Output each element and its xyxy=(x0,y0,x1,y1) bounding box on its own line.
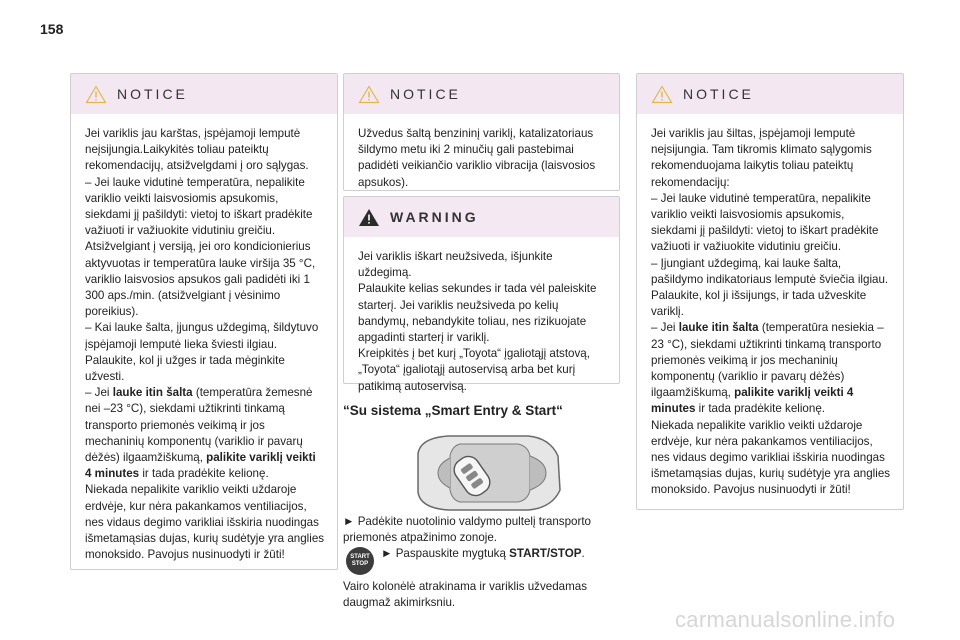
right-notice-cold-para: – Jei lauke itin šalta (temperatūra nesiekia –23 °C), siekdami užtikrinti tinkamą transporto priemonės veikimą ir jos mechaninių komponentų (variklio ir pavarų dėžės) ilgaamžiškumą, palikite variklį veikti 4 minutes ir tada pradėkite kelionę. xyxy=(651,321,884,416)
car-key-illustration xyxy=(400,432,565,514)
left-notice-body xyxy=(71,114,337,575)
warning-triangle-icon xyxy=(358,208,380,227)
left-notice-title: NOTICE xyxy=(117,86,188,102)
page-number: 158 xyxy=(40,21,64,37)
warning-para-1: Jei variklis iškart neužsiveda, išjunkite uždegimą. xyxy=(358,250,553,280)
right-notice-box xyxy=(636,73,904,510)
warning-para-2: Palaukite kelias sekundes ir tada vėl paleiskite starterį. Jei variklis neužsiveda po kelių bandymų, nebandykite toliau, nes rizikuojate apgadinti starterį ir variklį. xyxy=(358,282,597,345)
right-notice-intro: Jei variklis jau šiltas, įspėjamoji lemputė neįsijungia. Tam tikromis klimato sąlygomis rekomenduojama laikytis toliau pateiktų rekomendacijų: xyxy=(651,127,872,189)
warning-header xyxy=(344,197,619,237)
right-notice-header xyxy=(637,74,903,114)
smart-entry-heading: “Su sistema „Smart Entry & Start“ xyxy=(343,403,563,418)
left-notice-para-1: Jei variklis jau karštas, įspėjamoji lemputė neįsijungia.Laikykitės toliau pateiktų rekomendacijų, atsižvelgdami į oro sąlygas. xyxy=(85,127,309,173)
middle-notice-body xyxy=(344,114,619,203)
right-notice-title: NOTICE xyxy=(683,86,754,102)
middle-notice-text: Užvedus šaltą benzininį variklį, katalizatoriaus šildymo metu iki 2 minučių gali pastebimai padidėti veikiančio variklio vibracija (laisvosios apsukos). xyxy=(358,127,596,189)
left-notice-para-2: – Jei lauke vidutinė temperatūra, nepalikite variklio veikti laisvosiomis apsukomis, siekdami jį pašildyti: vietoj to iškart pradėkite važiuoti ir važiuokite vidutiniu greičiu. Atsižvelgiant į versiją, jei oro kondicionierius aktyvuotas ir temperatūra lauke viršija 35 °C, variklio laisvosios apsukos gali padidėti iki 1 300 aps./min. (atsižvelgiant į vėsinimo poreikius). xyxy=(85,175,316,319)
left-notice-cold-para: – Jei lauke itin šalta (temperatūra žemesnė nei –23 °C), siekdami užtikrinti tinkamą transporto priemonės veikimą ir jos mechaninių komponentų (variklio ir pavarų dėžės) ilgaamžiškumą, palikite variklį veikti 4 minutes ir tada pradėkite kelionę. xyxy=(85,386,316,481)
notice-triangle-icon xyxy=(85,85,107,104)
notice-triangle-icon xyxy=(358,85,380,104)
warning-para-3: Kreipkitės į bet kurį „Toyota“ įgaliotąjį atstovą, „Toyota“ įgaliotąjį autoservisą arba bet kurį patikimą autoservisą. xyxy=(358,347,590,393)
smart-entry-note: Vairo kolonėlė atrakinama ir variklis užvedamas daugmaž akimirksniu. xyxy=(343,580,588,610)
notice-triangle-icon xyxy=(651,85,673,104)
left-notice-closing: Niekada nepalikite variklio veikti uždaroje erdvėje, kur nėra pakankamos ventiliacijos, nes vidaus degimo varikliai išskiria nuodingas išmetamąsias dujas, kurių sudėtyje yra anglies monoksido. Pavojus nusinuodyti ir žūti! xyxy=(85,483,325,562)
right-notice-item-2: – Įjungiant uždegimą, kai lauke šalta, pašildymo indikatoriaus lemputė šviečia ilgiau. Palaukite, kol ji išsijungs, ir tada užveskite variklį. xyxy=(651,256,889,319)
warning-body xyxy=(344,237,619,407)
warning-title: WARNING xyxy=(390,209,479,225)
warning-box xyxy=(343,196,620,393)
smart-entry-step-2: ► Paspauskite mygtuką START/STOP. xyxy=(381,547,585,560)
watermark: carmanualsonline.info xyxy=(675,607,896,632)
right-notice-item-1: – Jei lauke vidutinė temperatūra, nepalikite variklio veikti laisvosiomis apsukomis, siekdami jį pašildyti: vietoj to iškart pradėkite važiuoti ir važiuokite vidutiniu greičiu. xyxy=(651,191,879,254)
middle-notice-title: NOTICE xyxy=(390,86,461,102)
right-notice-closing: Niekada nepalikite variklio veikti uždaroje erdvėje, kur nėra pakankamos ventiliacijos, nes vidaus degimo varikliai išskiria nuodingas išmetamąsias dujas, kurių sudėtyje yra anglies monoksido. Pavojus nusinuodyti ir žūti! xyxy=(651,418,891,497)
left-notice-box xyxy=(70,73,338,570)
left-notice-header xyxy=(71,74,337,114)
right-notice-body xyxy=(637,114,903,511)
start-stop-icon: START STOP xyxy=(346,547,374,575)
middle-notice-header xyxy=(344,74,619,114)
middle-notice-box xyxy=(343,73,620,191)
left-notice-para-3: – Kai lauke šalta, įjungus uždegimą, šildytuvo įspėjamoji lemputė lieka šviesti ilgiau. Palaukite, kol ji užges ir tada mėginkite užvesti. xyxy=(85,321,319,384)
smart-entry-step-1: ► Padėkite nuotolinio valdymo pultelį transporto priemonės atpažinimo zonoje. xyxy=(343,515,591,545)
